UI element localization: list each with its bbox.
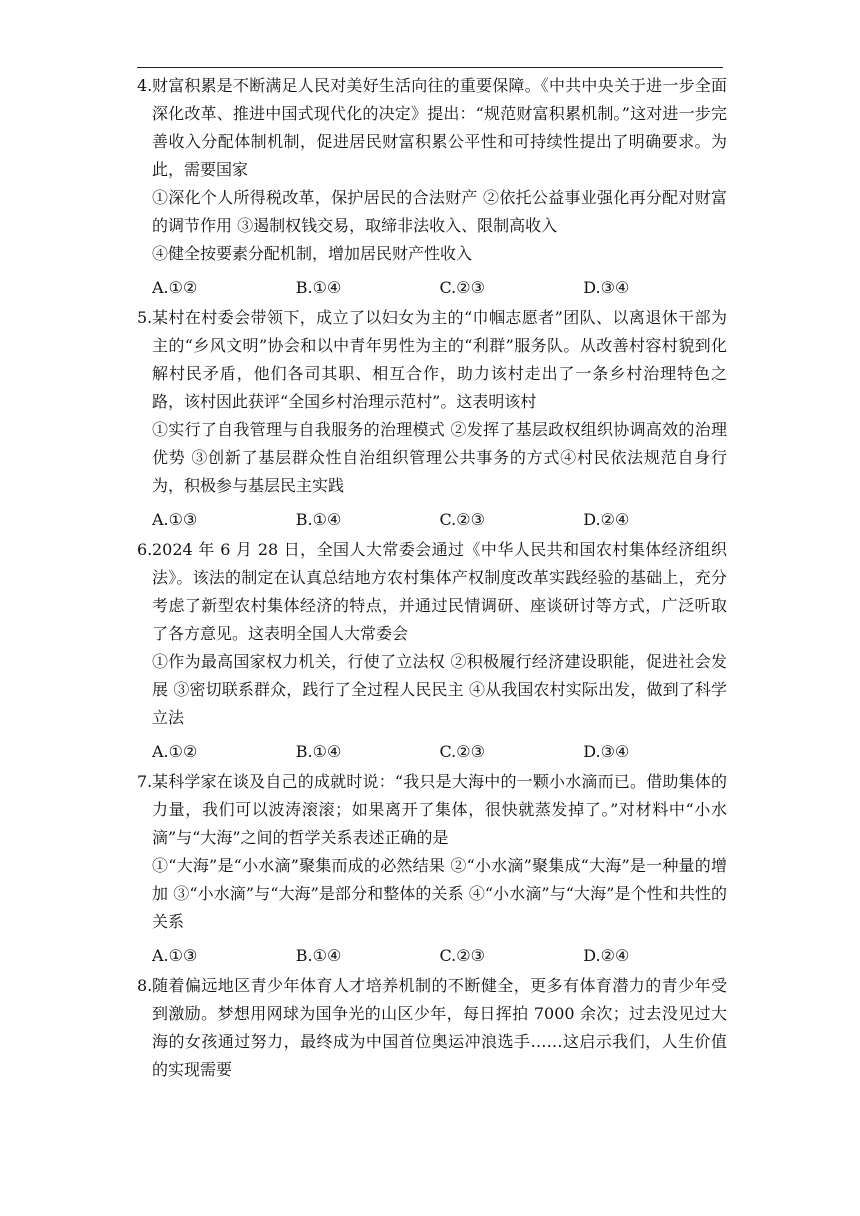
question-list — [137, 72, 727, 1084]
question-number: 6. — [137, 540, 153, 559]
choice-c[interactable]: C.②③ — [439, 278, 485, 297]
choice-a[interactable]: A.①② — [152, 742, 198, 761]
choice-a[interactable]: A.①③ — [152, 946, 198, 965]
choice-d[interactable]: D.③④ — [583, 742, 630, 761]
question-stem: 财富积累是不断满足人民对美好生活向往的重要保障。《中共中央关于进一步全面深化改革、推进中国式现代化的决定》提出：“规范财富积累机制。”这对进一步完善收入分配体制机制，促进居民财富积累公平性和可持续性提出了明确要求。为此，需要国家 — [152, 76, 727, 179]
question-stem: 2024 年 6 月 28 日，全国人大常委会通过《中华人民共和国农村集体经济组织法》。该法的制定在认真总结地方农村集体产权制度改革实践经验的基础上，充分考虑了新型农村集体经济的特点，并通过民情调研、座谈研讨等方式，广泛听取了各方意见。这表明全国人大常委会 — [152, 540, 727, 643]
question-number: 5. — [137, 308, 153, 327]
choice-b[interactable]: B.①④ — [295, 946, 342, 965]
question-number: 4. — [137, 76, 153, 95]
statement-block: ④健全按要素分配机制，增加居民财产性收入 — [152, 244, 473, 263]
choice-d[interactable]: D.②④ — [583, 510, 630, 529]
statement-block: ①实行了自我管理与自我服务的治理模式 ②发挥了基层政权组织协调高效的治理优势 ③创新了基层群众性自治组织管理公共事务的方式④村民依法规范自身行为，积极参与基层民主实践 — [152, 420, 727, 495]
question-stem: 某村在村委会带领下，成立了以妇女为主的“巾帼志愿者”团队、以离退休干部为主的“乡风文明”协会和以中青年男性为主的“利群”服务队。从改善村容村貌到化解村民矛盾，他们各司其职、相互合作，助力该村走出了一条乡村治理特色之路，该村因此获评“全国乡村治理示范村”。这表明该村 — [152, 308, 727, 411]
question-5 — [137, 304, 727, 534]
statement-block: ①深化个人所得税改革，保护居民的合法财产 ②依托公益事业强化再分配对财富的调节作用 ③遏制权钱交易，取缔非法收入、限制高收入 — [152, 188, 727, 235]
question-6 — [137, 536, 727, 766]
answer-choices — [152, 274, 727, 302]
header-rule — [137, 67, 723, 68]
choice-d[interactable]: D.②④ — [583, 946, 630, 965]
choice-b[interactable]: B.①④ — [295, 278, 342, 297]
choice-d[interactable]: D.③④ — [583, 278, 630, 297]
question-8 — [137, 972, 727, 1084]
question-number: 8. — [137, 976, 153, 995]
question-number: 7. — [137, 772, 153, 791]
choice-b[interactable]: B.①④ — [295, 510, 342, 529]
question-stem: 某科学家在谈及自己的成就时说：“我只是大海中的一颗小水滴而已。借助集体的力量，我们可以波涛滚滚；如果离开了集体，很快就蒸发掉了。”对材料中“小水滴”与“大海”之间的哲学关系表述正确的是 — [152, 772, 727, 847]
answer-choices — [152, 942, 727, 970]
question-7 — [137, 768, 727, 970]
statement-block: ①“大海”是“小水滴”聚集而成的必然结果 ②“小水滴”聚集成“大海”是一种量的增加 ③“小水滴”与“大海”是部分和整体的关系 ④“小水滴”与“大海”是个性和共性的关系 — [152, 856, 727, 931]
answer-choices — [152, 506, 727, 534]
choice-c[interactable]: C.②③ — [439, 510, 485, 529]
choice-c[interactable]: C.②③ — [439, 742, 485, 761]
choice-c[interactable]: C.②③ — [439, 946, 485, 965]
choice-a[interactable]: A.①③ — [152, 510, 198, 529]
statement-block: ①作为最高国家权力机关，行使了立法权 ②积极履行经济建设职能，促进社会发展 ③密切联系群众，践行了全过程人民民主 ④从我国农村实际出发，做到了科学立法 — [152, 652, 727, 727]
choice-b[interactable]: B.①④ — [295, 742, 342, 761]
choice-a[interactable]: A.①② — [152, 278, 198, 297]
question-4 — [137, 72, 727, 302]
question-stem: 随着偏远地区青少年体育人才培养机制的不断健全，更多有体育潜力的青少年受到激励。梦想用网球为国争光的山区少年，每日挥拍 7000 余次；过去没见过大海的女孩通过努力，最终成为中国首位奥运冲浪选手……这启示我们，人生价值的实现需要 — [152, 976, 727, 1079]
answer-choices — [152, 738, 727, 766]
